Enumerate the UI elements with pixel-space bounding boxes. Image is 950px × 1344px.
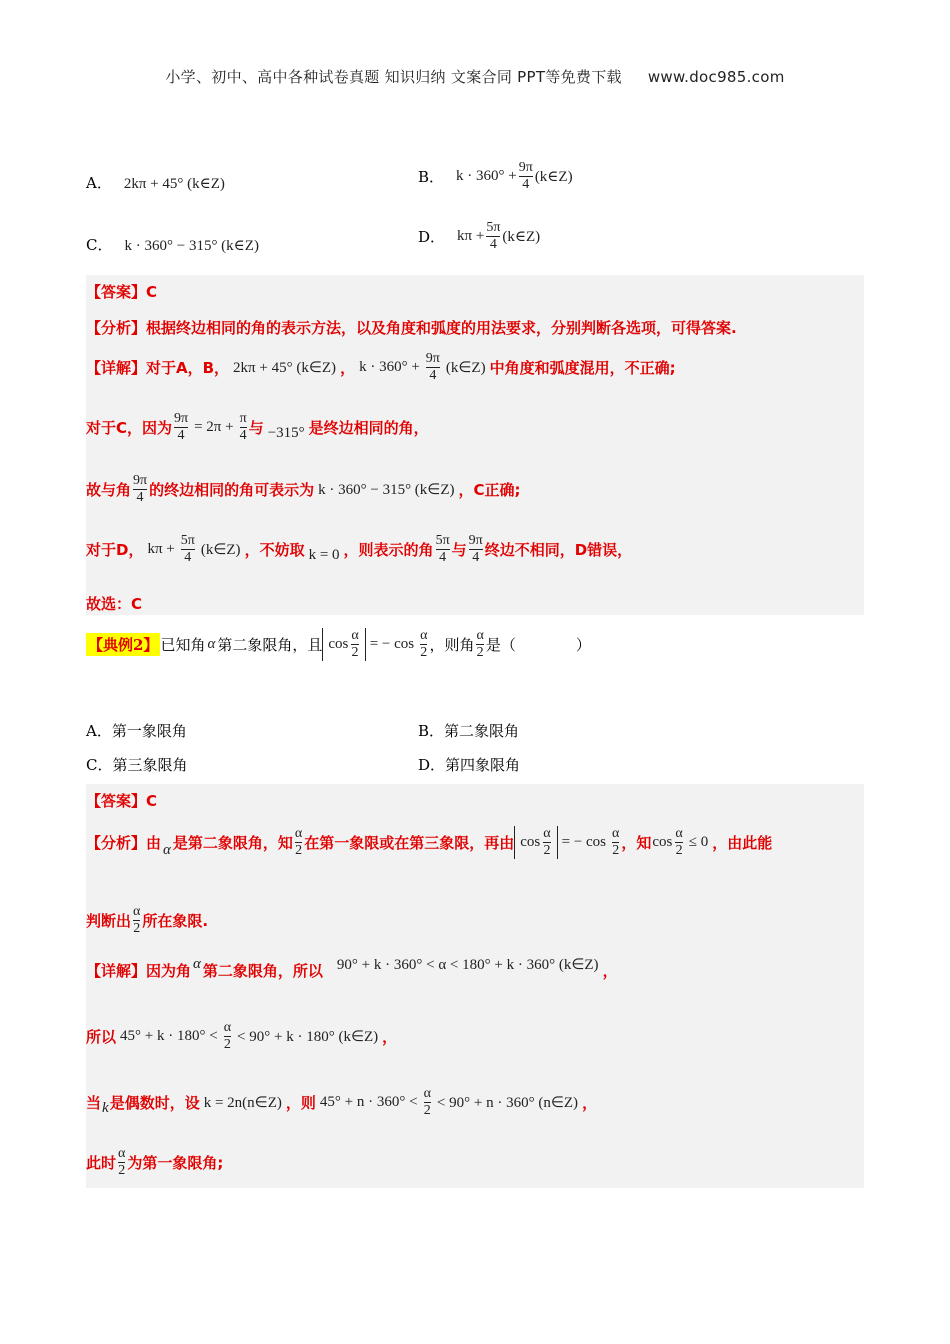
fraction: $\frac{\alpha}{2}$ bbox=[476, 628, 484, 660]
detail-2-line-4: 此时 $\frac{\alpha}{2}$ 为第一象限角; bbox=[86, 1146, 224, 1178]
option-math: k · 360° − 315° (k∈Z) bbox=[124, 238, 259, 254]
detail-line-2: 对于C，因为 $\frac{9\pi}{4}$ = 2π + $\frac{\pi}{4}$ 与 −315° 是终边相同的角， bbox=[86, 411, 429, 443]
fraction: $\frac{9\pi}{4}$ bbox=[174, 411, 189, 443]
fraction: $\frac{5\pi}{4}$ bbox=[435, 533, 450, 565]
header-text: 小学、初中、高中各种试卷真题 知识归纳 文案合同 PPT等免费下载 bbox=[165, 68, 622, 86]
fraction: $\frac{9\pi}{4}$ bbox=[133, 473, 148, 505]
fraction: $\frac{5\pi}{4}$ bbox=[180, 533, 195, 565]
fraction: $\frac{9\pi}{4}$ bbox=[518, 160, 533, 192]
fraction: $\frac{\alpha}{2}$ bbox=[420, 628, 428, 660]
abs-value: cos $\frac{\alpha}{2}$ bbox=[322, 628, 365, 661]
q1-option-d bbox=[418, 220, 540, 253]
answer-1: 【答案】C bbox=[86, 283, 158, 301]
option-math: k · 360° + bbox=[456, 168, 517, 184]
q2-option-b: B．第二象限角 bbox=[418, 722, 520, 740]
fraction: $\frac{\alpha}{2}$ bbox=[543, 826, 551, 858]
abs-value: cos $\frac{\alpha}{2}$ bbox=[514, 826, 557, 859]
fraction: $\frac{9\pi}{4}$ bbox=[425, 351, 440, 383]
detail-line-3: 故与角 $\frac{9\pi}{4}$ 的终边相同的角可表示为 k · 360° − 315° (k∈Z) ，C正确; bbox=[86, 473, 521, 505]
answer-box-1 bbox=[86, 275, 864, 615]
detail-2-line-1: 【详解】因为角 α 第二象限角，所以 90° + k · 360° < α < 180° + k · 360° (k∈Z) ， bbox=[86, 956, 618, 980]
option-math: kπ + bbox=[457, 228, 485, 244]
fraction: $\frac{5\pi}{4}$ bbox=[486, 220, 501, 252]
q1-option-a bbox=[86, 172, 225, 193]
option-math: (k∈Z) bbox=[534, 169, 573, 185]
header-url[interactable]: www.doc985.com bbox=[647, 68, 785, 86]
example-tag: 【典例2】 bbox=[86, 633, 160, 656]
analysis-2-line-2: 判断出 $\frac{\alpha}{2}$ 所在象限. bbox=[86, 904, 209, 936]
option-label: C． bbox=[86, 236, 113, 254]
answer-box-2 bbox=[86, 784, 864, 1188]
detail-line-1: 【详解】对于A，B， 2kπ + 45° (k∈Z) ， k · 360° + $\frac{9\pi}{4}$ (k∈Z) 中角度和弧度混用，不正确; bbox=[86, 351, 676, 383]
option-label: B． bbox=[418, 168, 445, 186]
q2-option-a: A．第一象限角 bbox=[86, 722, 187, 740]
option-label: D． bbox=[418, 228, 446, 246]
fraction: $\frac{\alpha}{2}$ bbox=[423, 1086, 431, 1118]
stem-text: 是（ ） bbox=[485, 636, 591, 654]
q2-option-c: C．第三象限角 bbox=[86, 756, 188, 774]
fraction: $\frac{\alpha}{2}$ bbox=[351, 628, 359, 660]
stem-text: ，则角 bbox=[429, 636, 475, 654]
option-label: A． bbox=[86, 174, 112, 192]
fraction: $\frac{\alpha}{2}$ bbox=[118, 1146, 126, 1178]
q1-option-c bbox=[86, 234, 259, 255]
fraction: $\frac{\alpha}{2}$ bbox=[675, 826, 683, 858]
fraction: $\frac{\alpha}{2}$ bbox=[223, 1020, 232, 1052]
q2-stem: 【典例2】 已知角 α 第二象限角，且 cos $\frac{\alpha}{2}$ = − cos $\frac{\alpha}{2}$ ，则角 $\frac{\alpha}{2}$ 是（ ） bbox=[88, 628, 591, 660]
option-math: (k∈Z) bbox=[502, 229, 541, 245]
stem-text: 第二象限角，且 bbox=[217, 636, 323, 654]
detail-line-5: 故选：C bbox=[86, 595, 143, 613]
analysis-2-line-1: 【分析】由 α 是第二象限角，知 $\frac{\alpha}{2}$ 在第一象限或在第三象限，再由 cos $\frac{\alpha}{2}$ = − cos $\frac{\alpha}{2}$ ，知 cos $\frac{\alpha}{2}$ ≤ 0 ，由此能 bbox=[86, 826, 773, 858]
detail-line-4: 对于D， kπ + $\frac{5\pi}{4}$ (k∈Z) ，不妨取 k = 0 ，则表示的角 $\frac{5\pi}{4}$ 与 $\frac{9\pi}{4}$ 终边不相同，D错误， bbox=[86, 533, 633, 565]
answer-2: 【答案】C bbox=[86, 792, 158, 810]
fraction: $\frac{\pi}{4}$ bbox=[239, 411, 247, 443]
page-header bbox=[0, 66, 950, 87]
analysis-1: 【分析】根据终边相同的角的表示方法，以及角度和弧度的用法要求，分别判断各选项，可得答案. bbox=[86, 319, 737, 337]
detail-2-line-2: 所以 45° + k · 180° < $\frac{\alpha}{2}$ < 90° + k · 180° (k∈Z) ， bbox=[86, 1020, 398, 1052]
fraction: $\frac{\alpha}{2}$ bbox=[612, 826, 620, 858]
q2-option-d: D．第四象限角 bbox=[418, 756, 521, 774]
fraction: $\frac{\alpha}{2}$ bbox=[294, 826, 303, 858]
stem-text: 已知角 bbox=[160, 636, 206, 654]
detail-2-line-3: 当 k 是偶数时，设 k = 2n(n∈Z) ，则 45° + n · 360° < $\frac{\alpha}{2}$ < 90° + n · 360° (n∈Z) ， bbox=[86, 1086, 598, 1118]
option-math: 2kπ + 45° (k∈Z) bbox=[123, 176, 225, 192]
fraction: $\frac{9\pi}{4}$ bbox=[468, 533, 483, 565]
fraction: $\frac{\alpha}{2}$ bbox=[133, 904, 141, 936]
q1-option-b bbox=[418, 160, 573, 193]
